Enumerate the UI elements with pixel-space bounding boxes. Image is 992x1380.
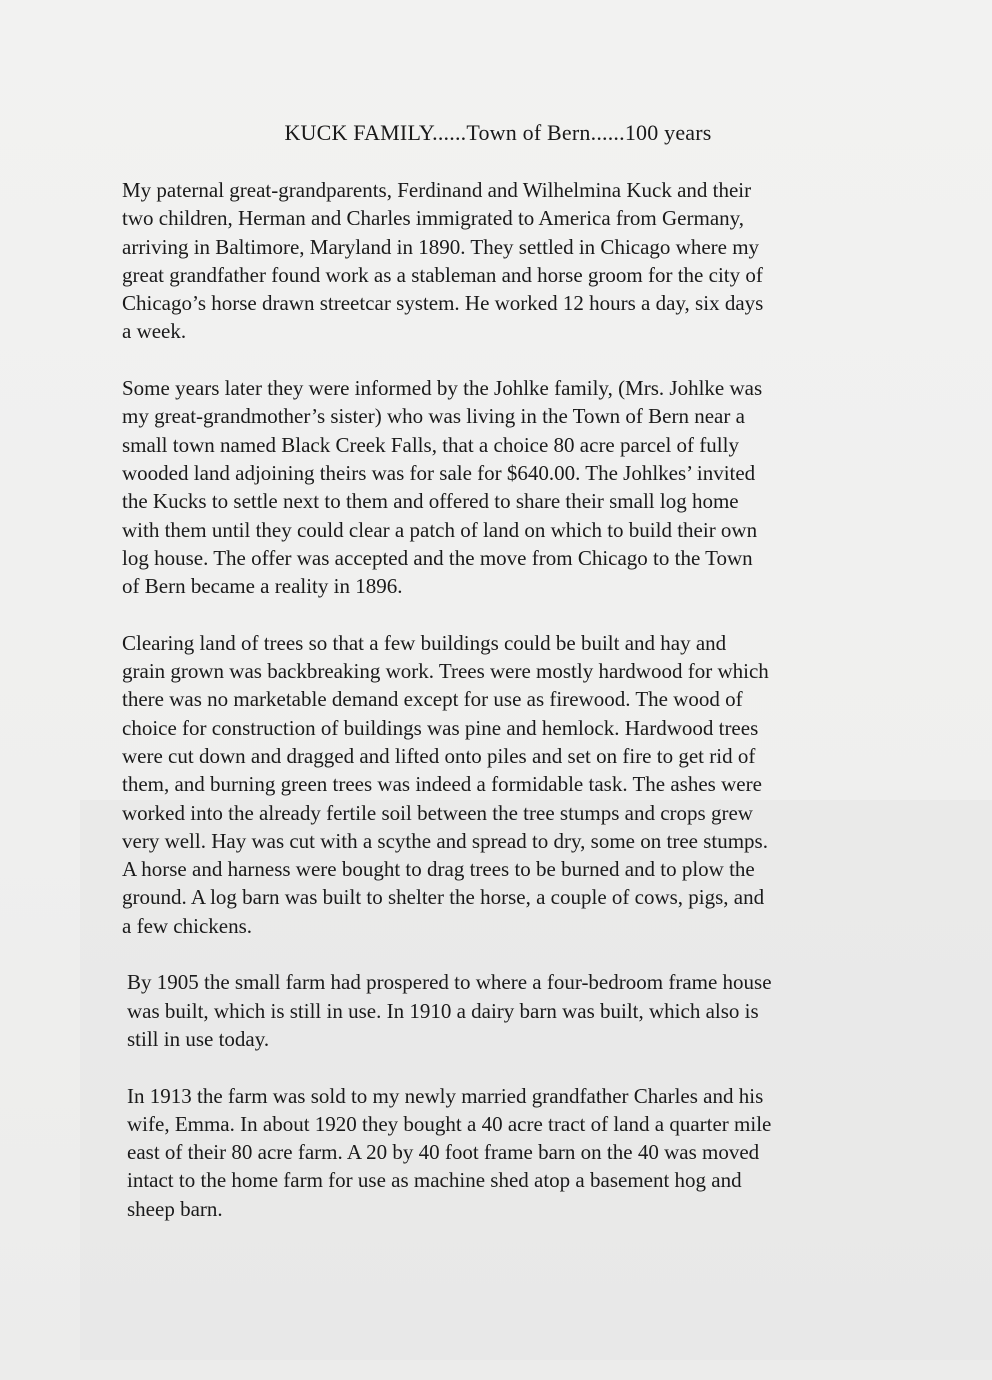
text-line: them, and burning green trees was indeed a formidable task. The ashes were: [122, 772, 762, 797]
text-line: with them until they could clear a patch of land on which to build their own: [122, 517, 758, 542]
text-line: Chicago’s horse drawn streetcar system. He worked 12 hours a day, six days: [122, 291, 764, 316]
paragraph-move-to-bern: [122, 374, 902, 600]
text-line: sheep barn.: [127, 1196, 223, 1221]
text-line: Some years later they were informed by the Johlke family, (Mrs. Johlke was: [122, 376, 763, 401]
text-line: A horse and harness were bought to drag trees to be burned and to plow the: [122, 857, 755, 882]
text-line: ground. A log barn was built to shelter the horse, a couple of cows, pigs, and: [122, 885, 765, 910]
text-line: log house. The offer was accepted and the move from Chicago to the Town: [122, 545, 753, 570]
text-line: still in use today.: [127, 1026, 270, 1051]
text-line: wife, Emma. In about 1920 they bought a 40 acre tract of land a quarter mile: [127, 1111, 772, 1136]
text-line: there was no marketable demand except for use as firewood. The wood of: [122, 687, 743, 712]
text-line: the Kucks to settle next to them and offered to share their small log home: [122, 489, 739, 514]
text-line: Clearing land of trees so that a few buildings could be built and hay and: [122, 630, 727, 655]
text-line: great grandfather found work as a stableman and horse groom for the city of: [122, 262, 763, 287]
text-line: were cut down and dragged and lifted onto piles and set on fire to get rid of: [122, 743, 756, 768]
document-title: KUCK FAMILY......Town of Bern......100 years: [284, 120, 712, 145]
text-line: of Bern became a reality in 1896.: [122, 574, 403, 599]
paragraph-clearing-land: [122, 629, 902, 940]
text-line: My paternal great-grandparents, Ferdinand and Wilhelmina Kuck and their: [122, 178, 752, 202]
text-line: a week.: [122, 319, 187, 344]
text-line: two children, Herman and Charles immigrated to America from Germany,: [122, 206, 745, 231]
paragraph-1913-sale: [127, 1082, 902, 1223]
paragraph-immigration: [122, 176, 902, 346]
document-body: [122, 176, 902, 1251]
text-line: very well. Hay was cut with a scythe and spread to dry, some on tree stumps.: [122, 828, 768, 853]
text-line: choice for construction of buildings was pine and hemlock. Hardwood trees: [122, 715, 759, 740]
text-line: was built, which is still in use. In 1910 a dairy barn was built, which also is: [127, 998, 759, 1023]
text-line: intact to the home farm for use as machine shed atop a basement hog and: [127, 1168, 742, 1193]
text-line: wooded land adjoining theirs was for sale for $640.00. The Johlkes’ invited: [122, 460, 756, 485]
text-line: a few chickens.: [122, 913, 253, 938]
paragraph-1905-farm: [127, 968, 902, 1053]
text-line: my great-grandmother’s sister) who was living in the Town of Bern near a: [122, 404, 745, 429]
text-line: grain grown was backbreaking work. Trees were mostly hardwood for which: [122, 659, 769, 684]
text-line: east of their 80 acre farm. A 20 by 40 foot frame barn on the 40 was moved: [127, 1140, 760, 1165]
text-line: By 1905 the small farm had prospered to where a four-bedroom frame house: [127, 970, 772, 995]
text-line: worked into the already fertile soil between the tree stumps and crops grew: [122, 800, 753, 825]
text-line: arriving in Baltimore, Maryland in 1890. They settled in Chicago where my: [122, 234, 760, 259]
text-line: In 1913 the farm was sold to my newly married grandfather Charles and his: [127, 1083, 764, 1108]
text-line: small town named Black Creek Falls, that a choice 80 acre parcel of fully: [122, 432, 739, 457]
